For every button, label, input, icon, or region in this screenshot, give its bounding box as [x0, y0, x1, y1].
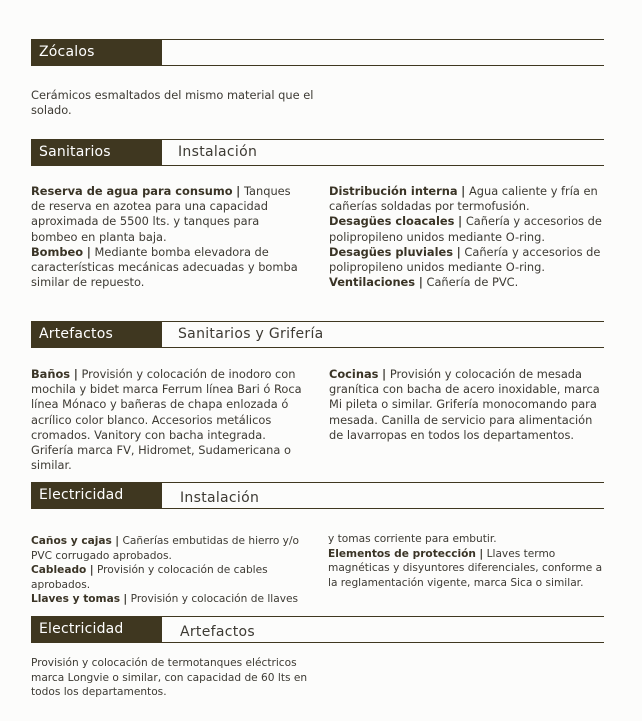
bombeo-label: Bombeo: [31, 244, 84, 259]
distribucion-label: Distribución interna: [329, 184, 458, 198]
section-title: Sanitarios: [31, 139, 162, 166]
pluviales-label: Desagües pluviales: [329, 244, 453, 259]
separator: |: [479, 547, 484, 560]
llaves-text: Provisión y colocación de llaves: [130, 593, 299, 606]
section-title: Zócalos: [31, 39, 162, 66]
artefactos-right-column: [329, 367, 607, 443]
electricidad-left-column: [31, 534, 316, 607]
section-title: Artefactos: [31, 321, 162, 348]
banos-text: Provisión y colocación de inodoro con mochila y bidet marca Ferrum línea Bari ó Roca línea Mónaco y bañeras de chapa enlozada ó acrílico color blanco. Accesorios metálicos cromados. Vanitory con bacha integrada. Grifería marca FV, Hidromet, Sudamericana o similar.: [31, 367, 302, 473]
section-header-artefactos: [31, 321, 604, 348]
header-rule-bottom: [162, 65, 604, 66]
llaves-label: Llaves y tomas: [31, 593, 121, 606]
ventilaciones-label: Ventilaciones: [329, 275, 416, 290]
section-title: Electricidad: [31, 616, 162, 643]
separator: |: [89, 564, 94, 577]
separator: |: [461, 184, 466, 198]
pluviales-text: Cañería y accesorios de polipropileno unidos mediante O-ring.: [329, 244, 601, 275]
zocalos-body: Cerámicos esmaltados del mismo material que el solado.: [31, 88, 314, 118]
section-header-electricidad-artefactos: [31, 616, 604, 643]
separator: |: [456, 244, 461, 259]
cocinas-label: Cocinas: [329, 367, 379, 381]
proteccion-text: Llaves termo magnéticas y disyuntores diferenciales, conforme a la reglamentación vigente, marca Sica o similar.: [328, 547, 603, 589]
bombeo-text: Mediante bomba elevadora de características mecánicas adecuadas y bomba similar de repuesto.: [31, 244, 298, 290]
reserva-label: Reserva de agua para consumo: [31, 184, 233, 198]
section-subtitle: Instalación: [180, 490, 260, 506]
separator: |: [73, 367, 78, 381]
separator: |: [458, 214, 463, 229]
section-header-sanitarios: [31, 139, 604, 166]
header-rule-top: [162, 482, 604, 483]
separator: |: [86, 244, 91, 259]
separator: |: [236, 184, 241, 198]
sanitarios-left-column: [31, 184, 303, 290]
proteccion-label: Elementos de protección: [328, 547, 476, 560]
banos-label: Baños: [31, 367, 71, 381]
separator: |: [123, 593, 128, 606]
canos-label: Caños y cajas: [31, 535, 112, 547]
cableado-text: Provisión y colocación de cables aprobados.: [31, 564, 268, 591]
header-rule-top: [162, 616, 604, 617]
electricidad-artefactos-body: Provisión y colocación de termotanques eléctricos marca Longvie o similar, con capacidad de 60 lts en todos los departamentos.: [31, 657, 308, 699]
electricidad-artefactos-text: [31, 656, 309, 700]
cloacales-text: Cañería y accesorios de polipropileno unidos mediante O-ring.: [329, 214, 602, 244]
cloacales-label: Desagües cloacales: [329, 214, 455, 229]
section-title: Electricidad: [31, 482, 162, 509]
section-subtitle: Artefactos: [180, 624, 255, 640]
electricidad-right-column: [328, 532, 608, 590]
zocalos-text: [31, 88, 316, 118]
section-subtitle: Sanitarios y Grifería: [178, 326, 324, 342]
sanitarios-right-column: [329, 184, 603, 290]
section-header-electricidad: [31, 482, 604, 509]
section-subtitle: Instalación: [178, 144, 258, 160]
artefactos-left-column: [31, 367, 311, 473]
cableado-label: Cableado: [31, 564, 87, 577]
section-header-zocalos: [31, 39, 604, 66]
reserva-text: Tanques de reserva en azotea para una capacidad aproximada de 5500 lts. y tanques para bombeo en planta baja.: [31, 184, 291, 244]
separator: |: [418, 275, 423, 290]
distribucion-text: Agua caliente y fría en cañerías soldadas por termofusión.: [329, 184, 598, 214]
header-rule-top: [162, 39, 604, 40]
separator: |: [115, 535, 120, 547]
ventilaciones-text: Cañería de PVC.: [426, 275, 519, 290]
cocinas-text: Provisión y colocación de mesada granítica con bacha de acero inoxidable, marca Mi pileta o similar. Grifería monocomando para mesada. Canilla de servicio para alimentación de lavarropas en todos los departamentos.: [329, 367, 600, 442]
canos-text: Cañerías embutidas de hierro y/o PVC corrugado aprobados.: [31, 535, 300, 562]
separator: |: [382, 367, 387, 381]
llaves-continuation: y tomas corriente para embutir.: [328, 533, 497, 545]
